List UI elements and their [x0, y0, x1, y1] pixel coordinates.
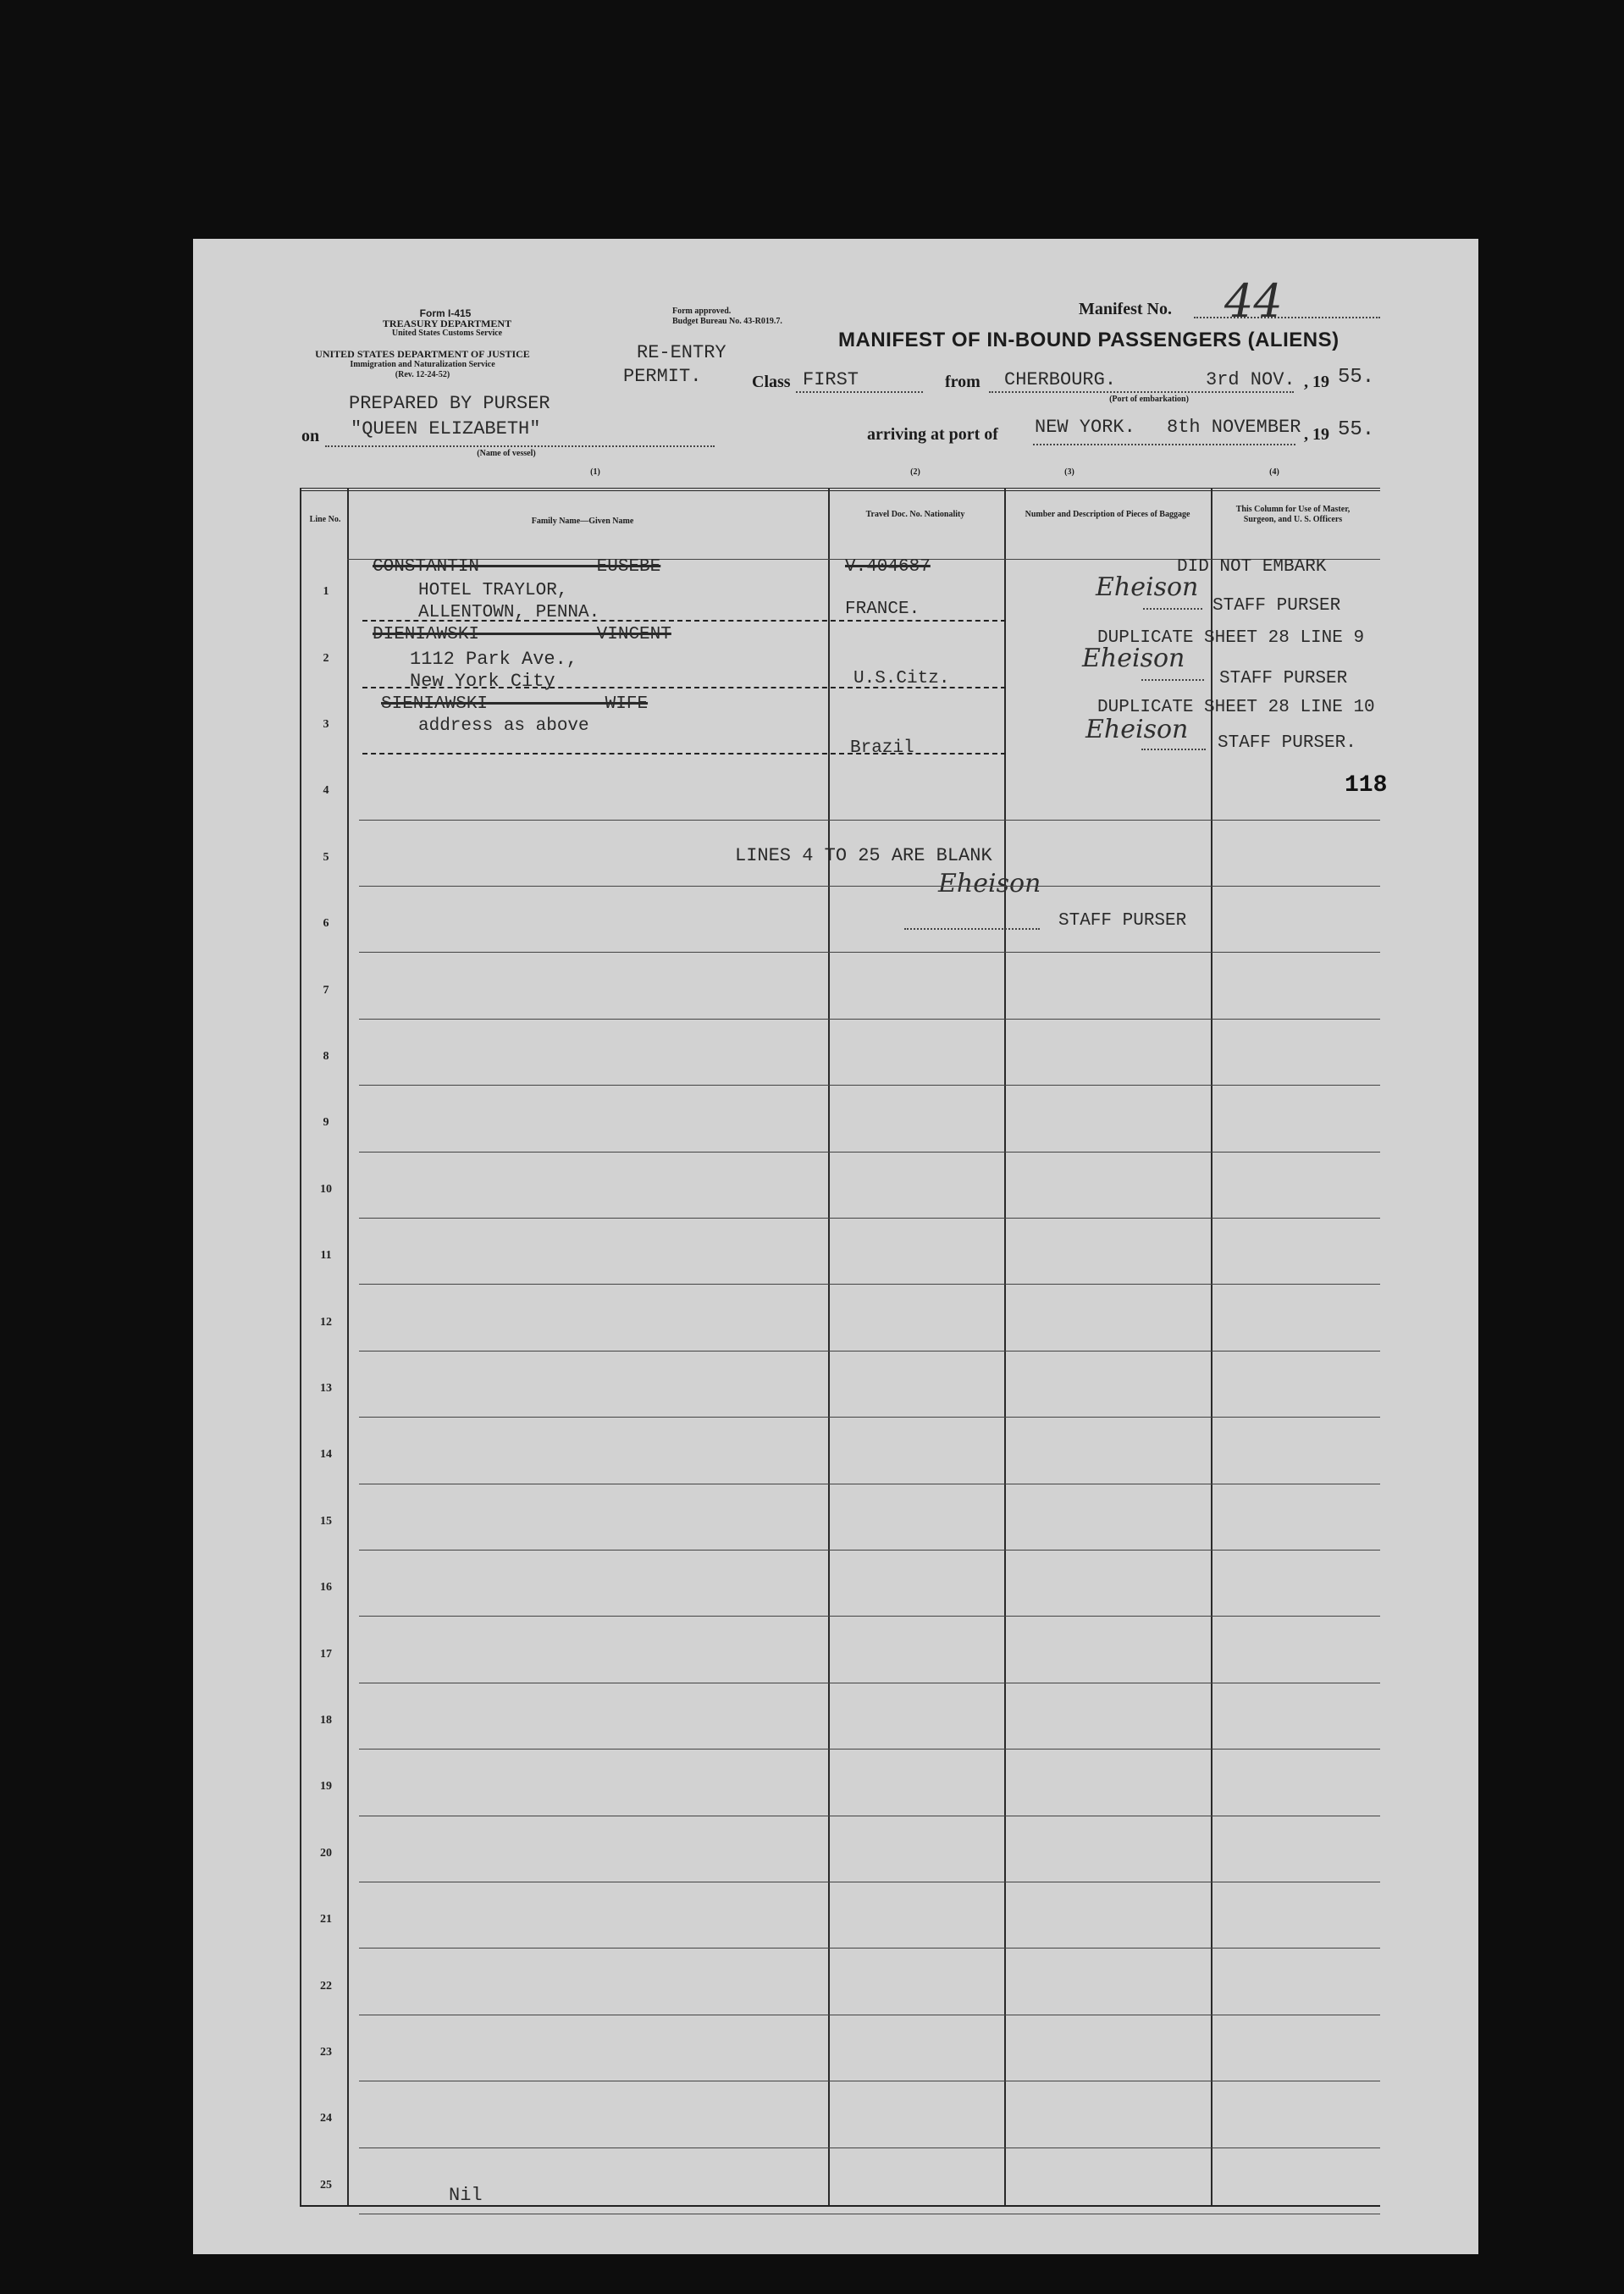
signature-dots: [1141, 679, 1204, 681]
table-top-border: [300, 488, 1380, 491]
line-no-divider: [347, 488, 349, 2207]
entry-remark-purser: STAFF PURSER: [1212, 596, 1341, 616]
row-rule-solid: [1006, 1284, 1380, 1285]
signature-dots: [1141, 749, 1206, 750]
prepared-by: PREPARED BY PURSER: [349, 393, 550, 414]
row-rule: [362, 687, 1006, 688]
line-number: 12: [320, 1316, 332, 1329]
row-rule-solid: [1006, 1351, 1380, 1352]
manifest-number-line: [1194, 317, 1380, 318]
from-date: 3rd NOV.: [1206, 369, 1295, 390]
stamp-number: 118: [1345, 772, 1388, 799]
table-bottom-border: [300, 2205, 1380, 2207]
row-rule-solid: [1006, 886, 1380, 887]
entry-remark-purser: STAFF PURSER.: [1218, 733, 1356, 753]
permit-label: PERMIT.: [623, 366, 702, 387]
on-label: on: [301, 427, 320, 445]
line-number: 5: [323, 851, 329, 864]
column-header-travel-doc: Travel Doc. No. Nationality: [865, 510, 965, 519]
column-header-name: Family Name—Given Name: [531, 517, 634, 526]
entry-nationality: FRANCE.: [845, 600, 920, 619]
line-number: 6: [323, 917, 329, 930]
row-rule-solid: [1006, 1616, 1380, 1617]
class-label: Class: [752, 373, 791, 391]
line-number: 19: [320, 1780, 332, 1793]
arriving-port: NEW YORK.: [1035, 417, 1135, 438]
line-number: 9: [323, 1116, 329, 1129]
entry-remark-purser: STAFF PURSER: [1219, 669, 1348, 688]
entry-remark: DUPLICATE SHEET 28 LINE 10: [1097, 698, 1375, 717]
column-header-officers: This Column for Use of Master, Surgeon, and U. S. Officers: [1235, 505, 1351, 524]
entry-doc-number: V.404687: [845, 557, 931, 577]
line-number: 23: [320, 2046, 332, 2059]
blank-lines-note: LINES 4 TO 25 ARE BLANK: [735, 845, 992, 866]
line-number: 25: [320, 2179, 332, 2192]
line-number: 20: [320, 1847, 332, 1860]
line-number: 2: [323, 652, 329, 665]
vessel-line: [325, 445, 715, 447]
treasury-dept: TREASURY DEPARTMENT: [382, 318, 512, 329]
vessel-caption: (Name of vessel): [477, 449, 536, 458]
budget-bureau: Budget Bureau No. 43-R019.7.: [672, 317, 782, 326]
line-number: 13: [320, 1382, 332, 1395]
entry-remark: DID NOT EMBARK: [1177, 557, 1327, 577]
entry-address-line1: 1112 Park Ave.,: [410, 649, 578, 670]
page-title: MANIFEST OF IN-BOUND PASSENGERS (ALIENS): [838, 329, 1340, 351]
entry-address-line2: New York City: [410, 671, 555, 692]
vessel-name: "QUEEN ELIZABETH": [351, 418, 541, 439]
column-number: (2): [910, 467, 920, 477]
blank-signature: Eheison: [938, 869, 1041, 898]
line-number: 8: [323, 1050, 329, 1063]
line-number: 15: [320, 1515, 332, 1528]
line-number: 18: [320, 1714, 332, 1727]
entry-address-line1: address as above: [418, 716, 589, 736]
from-year: 55.: [1338, 366, 1375, 389]
line-number: 4: [323, 784, 329, 797]
line-number: 11: [320, 1249, 332, 1262]
column-header-baggage: Number and Description of Pieces of Baggage: [1025, 510, 1190, 519]
row-rule-solid: [1006, 1749, 1380, 1750]
customs-service: United States Customs Service: [391, 329, 503, 338]
class-line: [796, 391, 923, 393]
manifest-label: Manifest No.: [1079, 300, 1172, 318]
line-number: 3: [323, 718, 329, 731]
purser-signature: Eheison: [1085, 715, 1189, 744]
manifest-number: 44: [1224, 274, 1283, 328]
line-number: 16: [320, 1581, 332, 1594]
justice-dept: UNITED STATES DEPARTMENT OF JUSTICE: [315, 348, 530, 360]
signature-dots: [1143, 608, 1202, 610]
name-divider: [828, 488, 830, 2207]
purser-signature: Eheison: [1082, 644, 1185, 673]
row-rule: [362, 753, 1006, 755]
from-line: [989, 391, 1294, 393]
line-number: 17: [320, 1648, 332, 1661]
entry-address-line2: ALLENTOWN, PENNA.: [418, 603, 600, 622]
arriving-line: [1033, 444, 1295, 445]
entry-remark: DUPLICATE SHEET 28 LINE 9: [1097, 628, 1365, 648]
line-number: 7: [323, 984, 329, 997]
form-approved: Form approved.: [672, 307, 732, 316]
row-rule-solid: [1006, 952, 1380, 953]
line-number: 22: [320, 1980, 332, 1993]
blank-staff-purser: STAFF PURSER: [1058, 911, 1187, 931]
nil-entry: Nil: [449, 2185, 483, 2206]
entry-nationality: Brazil: [850, 738, 914, 758]
purser-signature: Eheison: [1096, 572, 1199, 602]
line-number: 21: [320, 1913, 332, 1926]
row-rule-solid: [1006, 1218, 1380, 1219]
row-rule-solid: [1006, 1085, 1380, 1086]
blank-signature-dots: [904, 928, 1040, 930]
arriving-year: 55.: [1338, 418, 1375, 441]
baggage-divider: [1211, 488, 1212, 2207]
row-rule-solid: [1006, 1152, 1380, 1153]
from-port: CHERBOURG.: [1004, 369, 1117, 390]
entry-address-line1: HOTEL TRAYLOR,: [418, 581, 568, 600]
entry-name-struck: CONSTANTIN-----------EUSEBE: [373, 557, 661, 577]
entry-nationality: U.S.Citz.: [853, 669, 950, 688]
line-number: 24: [320, 2112, 332, 2125]
entry-name-struck: SIENIAWSKI-----------WIFE: [381, 694, 649, 714]
arriving-year-prefix: , 19: [1304, 425, 1329, 444]
column-header-line-no: Line No.: [309, 515, 341, 524]
ins-service: Immigration and Naturalization Service: [350, 360, 495, 369]
reentry-label: RE-ENTRY: [637, 342, 726, 363]
line-number: 1: [323, 585, 329, 598]
from-label: from: [945, 373, 980, 391]
column-number: (3): [1064, 467, 1074, 477]
line-number: 14: [320, 1448, 332, 1461]
table-left-border: [300, 488, 301, 2207]
row-rule-solid: [1006, 1417, 1380, 1418]
row-rule-solid: [1006, 1948, 1380, 1949]
column-number: (4): [1269, 467, 1279, 477]
row-rule-solid: [1006, 1550, 1380, 1551]
entry-name-struck: DIENIAWSKI-----------VINCENT: [373, 625, 671, 644]
column-number: (1): [590, 467, 600, 477]
arriving-date: 8th NOVEMBER: [1167, 417, 1301, 438]
row-rule-solid: [1006, 820, 1380, 821]
form-id: Form I-415: [419, 307, 472, 319]
port-caption: (Port of embarkation): [1109, 395, 1189, 404]
doc-divider: [1004, 488, 1006, 2207]
form-revision: (Rev. 12-24-52): [395, 370, 450, 379]
row-rule: [362, 620, 1006, 622]
manifest-sheet: [193, 239, 1478, 2254]
from-year-prefix: , 19: [1304, 373, 1329, 391]
row-rule-solid: [1006, 1019, 1380, 1020]
arriving-label: arriving at port of: [867, 425, 998, 444]
line-number: 10: [320, 1183, 332, 1196]
class-value: FIRST: [803, 369, 859, 390]
